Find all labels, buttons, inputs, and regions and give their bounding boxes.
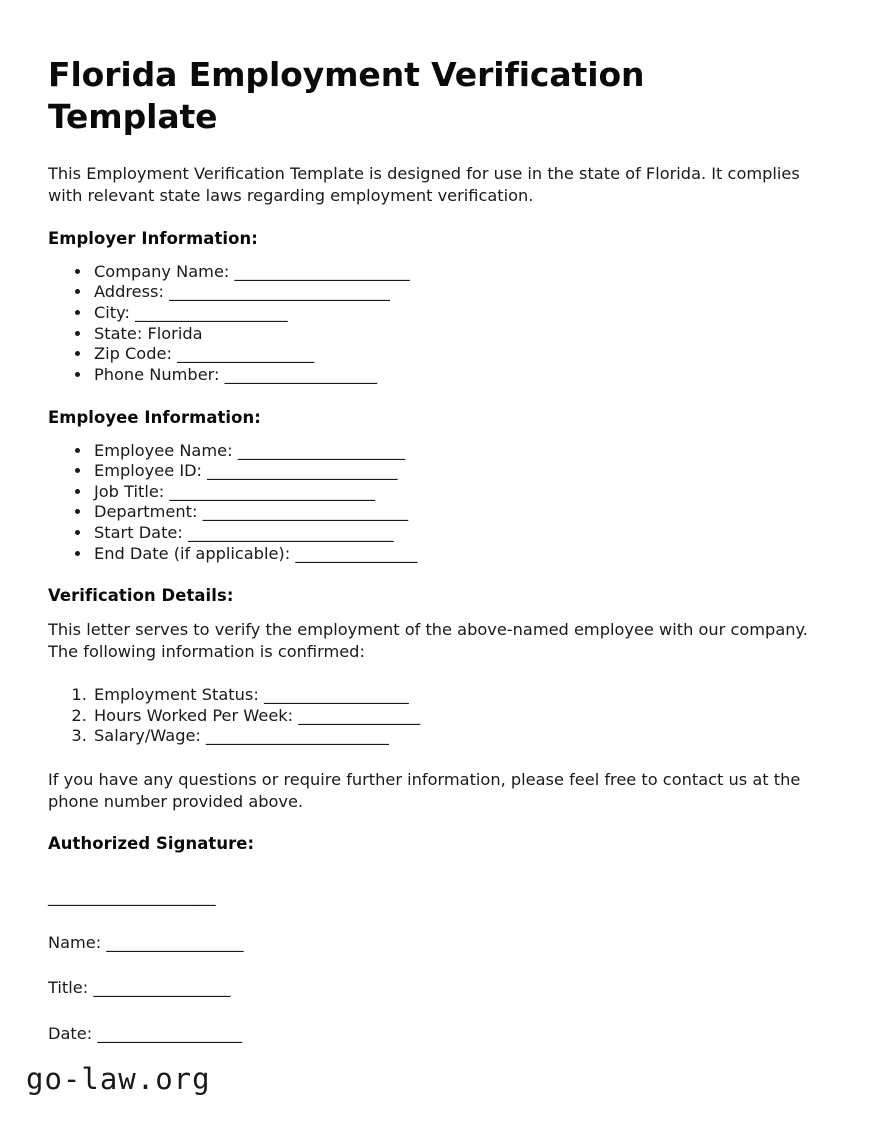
- signature-title-row: [48, 978, 810, 997]
- employee-information-list: [48, 441, 810, 565]
- field-label: End Date (if applicable):: [94, 543, 291, 563]
- field-blank: ________________________: [206, 726, 389, 746]
- contact-note-paragraph: If you have any questions or require further information, please feel free to contact us at the phone number provided above.: [48, 769, 801, 811]
- list-item: [92, 523, 810, 544]
- field-label: Department:: [94, 502, 198, 522]
- field-blank: ____________________: [135, 302, 288, 322]
- signature-date-row: [48, 1024, 810, 1043]
- field-label: Hours Worked Per Week:: [94, 705, 294, 725]
- field-blank: ________________: [298, 705, 420, 725]
- field-blank: ___________________________: [169, 481, 375, 501]
- field-label: Job Title:: [94, 481, 165, 501]
- list-item: [92, 344, 810, 365]
- list-item: [92, 502, 810, 523]
- field-blank: _______________________: [234, 261, 410, 281]
- list-item: [92, 482, 810, 503]
- intro-paragraph: This Employment Verification Template is designed for use in the state of Florida. It complies with relevant state laws regarding employment verification.: [48, 164, 800, 205]
- list-item: [92, 365, 810, 386]
- verification-body-paragraph: This letter serves to verify the employment of the above-named employee with our company. The following information is confirmed:: [48, 620, 808, 662]
- field-blank: ___________________________: [202, 502, 408, 522]
- field-blank: __________________: [106, 932, 244, 952]
- site-watermark: go-law.org: [26, 1062, 211, 1096]
- employer-information-list: [48, 262, 810, 386]
- employer-information-heading: Employer Information:: [48, 228, 258, 248]
- field-label: Employment Status:: [94, 684, 259, 704]
- list-item: [92, 726, 810, 747]
- field-label: Zip Code:: [94, 344, 172, 364]
- field-label: Name:: [48, 932, 102, 952]
- signature-name-row: [48, 933, 810, 952]
- authorized-signature-heading: Authorized Signature:: [48, 834, 255, 854]
- field-blank: __________________: [93, 978, 230, 998]
- document-content: [48, 54, 810, 1069]
- field-label: Title:: [48, 978, 89, 998]
- field-blank: ______________________: [237, 440, 405, 460]
- field-value: Florida: [147, 323, 203, 343]
- list-item: [92, 441, 810, 462]
- field-label: Phone Number:: [94, 364, 220, 384]
- list-item: [92, 706, 810, 727]
- list-item: [92, 685, 810, 706]
- page-title: Florida Employment Verification Template: [48, 55, 645, 136]
- field-label: Salary/Wage:: [94, 726, 201, 746]
- field-label: Employee ID:: [94, 461, 203, 481]
- field-label: State:: [94, 323, 143, 343]
- field-label: Company Name:: [94, 261, 230, 281]
- signature-block: [48, 887, 810, 1043]
- field-label: Date:: [48, 1023, 93, 1043]
- list-item: [92, 262, 810, 283]
- field-blank: ________________: [295, 543, 417, 563]
- field-blank: ___________________________: [188, 523, 394, 543]
- verification-details-list: [48, 685, 810, 747]
- list-item: [92, 282, 810, 303]
- field-blank: ___________________: [263, 684, 409, 704]
- field-label: Employee Name:: [94, 440, 233, 460]
- list-item: [92, 544, 810, 565]
- field-blank: ___________________: [97, 1023, 242, 1043]
- list-item: [92, 461, 810, 482]
- field-label: City:: [94, 302, 131, 322]
- field-blank: ____________________: [224, 364, 377, 384]
- list-item: [92, 303, 810, 324]
- list-item: [92, 324, 810, 345]
- field-blank: __________________: [177, 344, 314, 364]
- field-label: Start Date:: [94, 523, 183, 543]
- field-blank: _________________________: [207, 461, 398, 481]
- field-blank: _____________________________: [169, 282, 390, 302]
- signature-line-blank: ______________________: [48, 887, 216, 907]
- verification-details-heading: Verification Details:: [48, 586, 234, 606]
- field-label: Address:: [94, 282, 164, 302]
- employee-information-heading: Employee Information:: [48, 407, 261, 427]
